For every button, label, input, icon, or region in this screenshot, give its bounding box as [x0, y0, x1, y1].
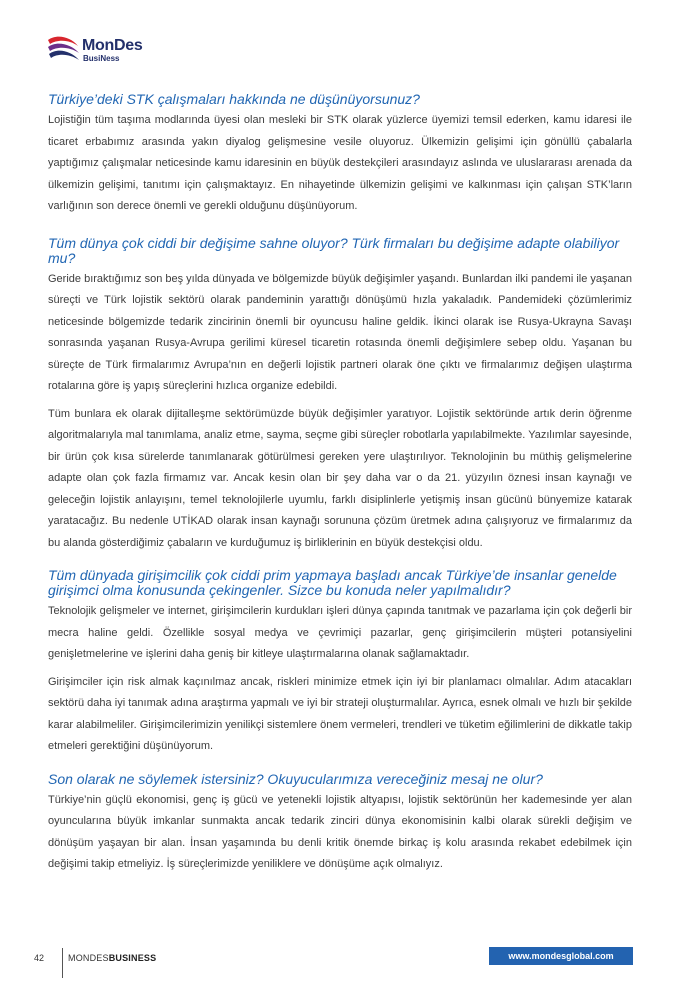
- section-paragraph: Girişimciler için risk almak kaçınılmaz ancak, riskleri minimize etmek için iyi bir planlamacı olmalılar. Adım atacakları sektörü daha iyi tanımak adına araştırma yapmalı ve iyi bir strateji oluşturmalılar. Ayrıca, esnek olmalı ve hızlı bir şekilde karar alabilmeliler. Girişimcilerimizin yenilikçi sistemlere önem vermeleri, trendleri ve tüketim eğilimlerini de dikkatle takip etmeleri gerektiğini düşünüyorum.: [48, 675, 632, 752]
- section-heading: Son olarak ne söylemek istersiniz? Okuyucularımıza vereceğiniz mesaj ne olur?: [48, 770, 543, 787]
- section-heading: Tüm dünya çok ciddi bir değişime sahne oluyor? Türk firmaları bu değişime adapte olabiliyor mu?: [48, 234, 620, 266]
- footer-brand: [68, 953, 156, 963]
- logo-subtitle: BusiNess: [83, 54, 120, 63]
- logo-title: MonDes: [82, 37, 143, 54]
- footer-divider: [62, 948, 63, 978]
- section-paragraph: Lojistiğin tüm taşıma modlarında üyesi olan mesleki bir STK olarak yüzlerce üyemizi temsil ederken, kamu idaresi ile ticaret erbabımız arasında yakın diyalog gelişmesine vesile oluyoruz. Ülkemizin gelişimi için gönüllü çabalarla yaptığımız çalışmalar neticesinde kamu idaresinin en büyük destekçileri arasındayız aslında ve uluslararası arenada da ülkemizin gelişimi, tanıtımı için çalışmaktayız. En nihayetinde ülkemizin gelişimi ve kalkınması için çalışan STK’ların varlığının son derece önemli ve gerekli olduğunu düşünüyorum.: [48, 114, 632, 212]
- section-paragraph: Teknolojik gelişmeler ve internet, girişimcilerin kurdukları işleri dünya çapında tanıtmak ve pazarlama için çok değerli bir mecra haline geldi. Özellikle sosyal medya ve çevrimiçi pazarlar, genç girişimcilerin müşteri potansiyelini genişletmelerine ve işlerini daha geniş bir kitleye ulaştırmalarına olanak sağlamaktadır.: [48, 605, 632, 660]
- mondes-logo: [46, 34, 176, 70]
- footer-url-link[interactable]: [489, 947, 633, 965]
- section-stk: [48, 92, 632, 218]
- section-change: [48, 236, 632, 555]
- section-paragraph: Geride bıraktığımız son beş yılda dünyada ve bölgemizde büyük değişimler yaşandı. Bunlardan ilki pandemi ile yaşanan süreçti ve Türk lojistik sektörü olarak pandeminin yarattığı dönüşümü hızla yakaladık. Pandemideki çözümlerimiz neticesinde bölgemizde tedarik zincirinin önemli bir oyuncusu haline geldik. İkinci olarak ise Rusya-Ukrayna Savaşı sonrasında yaşanan Rusya-Avrupa gerilimi küresel ticaretin rotasında önemli değişimlere sebep oldu. Yaşanan bu süreçte de Türk firmalarımız Avrupa’nın en değerli lojistik partneri olarak öne çıktı ve firmalarımız değişen ulaştırma rotalarına göre iş yapış süreçlerini hızlıca organize edebildi.: [48, 272, 632, 392]
- mondes-logo-mark-icon: [46, 34, 82, 64]
- footer-brand-light: MONDES: [68, 953, 109, 963]
- page-number: 42: [34, 953, 45, 963]
- section-heading: Türkiye’deki STK çalışmaları hakkında ne düşünüyorsunuz?: [48, 91, 420, 107]
- section-final-message: [48, 772, 632, 876]
- section-heading: Tüm dünyada girişimcilik çok ciddi prim yapmaya başladı ancak Türkiye’de insanlar genelde girişimci olma konusunda çekingenler. Sizce bu konuda neler yapılmalıdır?: [48, 567, 617, 598]
- section-paragraph: Tüm bunlara ek olarak dijitalleşme sektörümüzde büyük değişimler yaratıyor. Lojistik sektöründe artık derin öğrenme algoritmalarıyla mal tanımlama, analiz etme, sayma, seçme gibi süreçler robotlarla yapılabilmekte. Yazılımlar sayesinde, bir ürün çok kısa sürelerde tanımlanarak götürülmesi gereken yere ulaştırılıyor. Teknolojinin bu müthiş gelişmelerine adapte olan çok fazla firmamız var. Ancak kesin olan bir şey daha var o da 21. yüzyılın öznesi insan kaynağı ve geleceğin lojistik anlayışını, temel teknolojilerle uyumlu, farklı disiplinlerle yetişmiş insan gücünü bünyemize katarak yaratacağız. Bu nedenle UTİKAD olarak insan kaynağı sorununa çözüm üretmek adına çalışıyoruz ve firmalarımız da bu alanda gösterdiğimiz çabaların ve kurduğumuz iş birliklerinin en büyük destekçisi oldu.: [48, 407, 632, 549]
- footer-url: www.mondesglobal.com: [508, 951, 614, 961]
- footer-brand-bold: BUSINESS: [108, 953, 157, 963]
- section-entrepreneurship: [48, 568, 632, 758]
- article-body: [48, 92, 632, 890]
- section-paragraph: Türkiye’nin güçlü ekonomisi, genç iş gücü ve yetenekli lojistik altyapısı, lojistik sektörünün her kademesinde yer alan oyuncularına büyük imkanlar sunmakta ancak tedarik zinciri dünya ekonomisinin kalbi olarak sürekli değişim ve dönüşüm yaşayan bir alan. İnsan yaşamında bu denli kritik önemde birkaç iş kolu arasında rekabet edebilmek için değişimi takip etmeliyiz. İş süreçlerimizde yeniliklere ve dönüşüme açık olmalıyız.: [48, 793, 632, 870]
